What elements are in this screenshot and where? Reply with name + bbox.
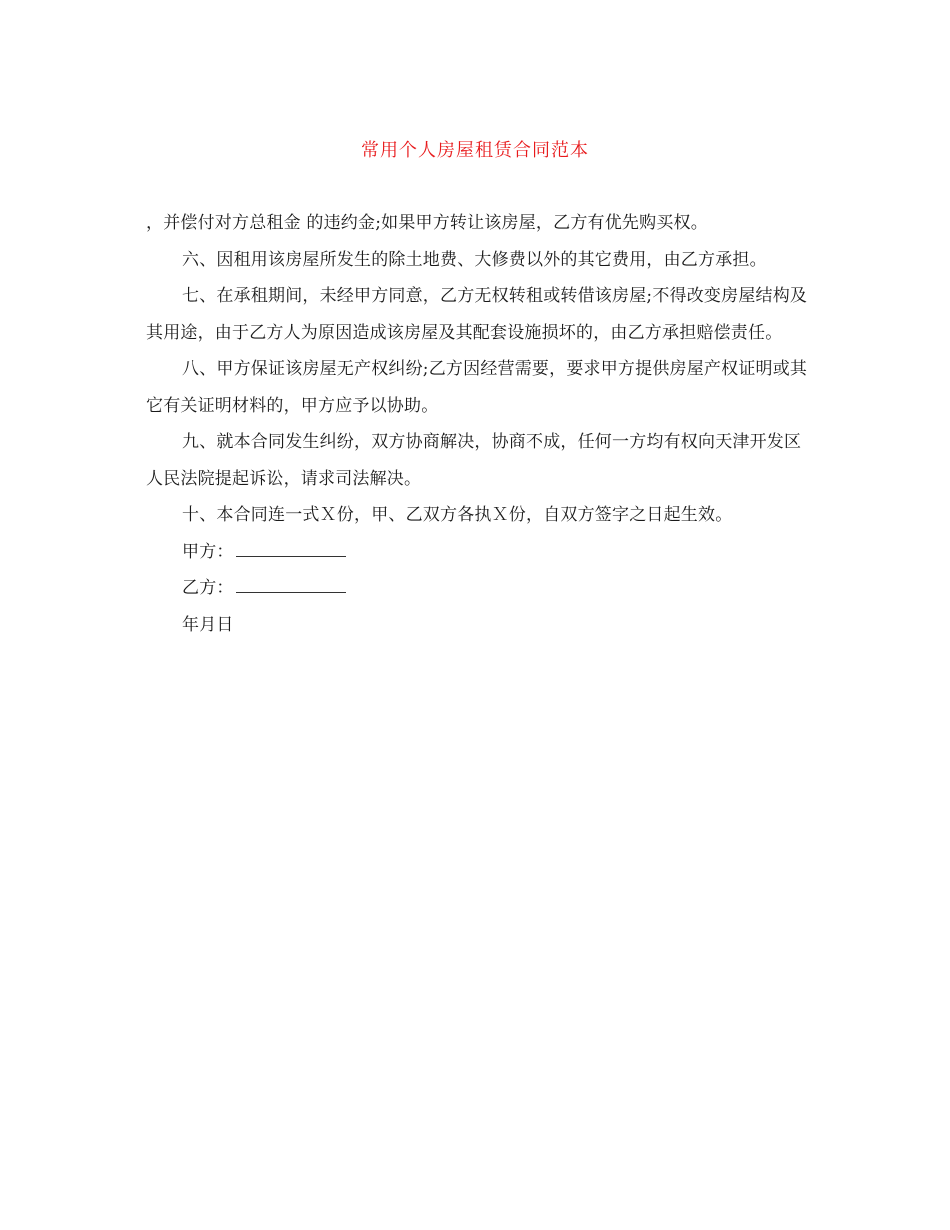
paragraph-clause-7: 七、在承租期间，未经甲方同意，乙方无权转租或转借该房屋;不得改变房屋结构及其用途，由于乙方人为原因造成该房屋及其配套设施损坏的，由乙方承担赔偿责任。 [146,286,808,343]
signature-party-b [146,570,811,607]
document-title: 常用个人房屋租赁合同范本 [361,140,589,161]
date-label: 年月日 [182,614,234,635]
paragraph-clause-10: 十、本合同连一式Ｘ份，甲、乙双方各执Ｘ份，自双方签字之日起生效。 [182,505,733,525]
paragraph-clause-6: 六、因租用该房屋所发生的除土地费、大修费以外的其它费用，由乙方承担。 [182,249,767,270]
signature-date [146,607,811,644]
paragraph-clause-8: 八、甲方保证该房屋无产权纠纷;乙方因经营需要，要求甲方提供房屋产权证明或其它有关证明材料的，甲方应予以协助。 [146,359,808,416]
paragraph-continuation: ，并偿付对方总租金 的违约金;如果甲方转让该房屋，乙方有优先购买权。 [146,213,708,233]
party-b-signature-blank [236,578,346,593]
party-a-signature-blank [236,542,346,557]
signature-party-a [146,534,811,571]
document-body [146,205,811,643]
party-a-label: 甲方： [182,541,234,562]
paragraph-clause-9: 九、就本合同发生纠纷，双方协商解决，协商不成，任何一方均有权向天津开发区人民法院提起诉讼，请求司法解决。 [146,432,802,489]
party-b-label: 乙方： [182,578,234,598]
